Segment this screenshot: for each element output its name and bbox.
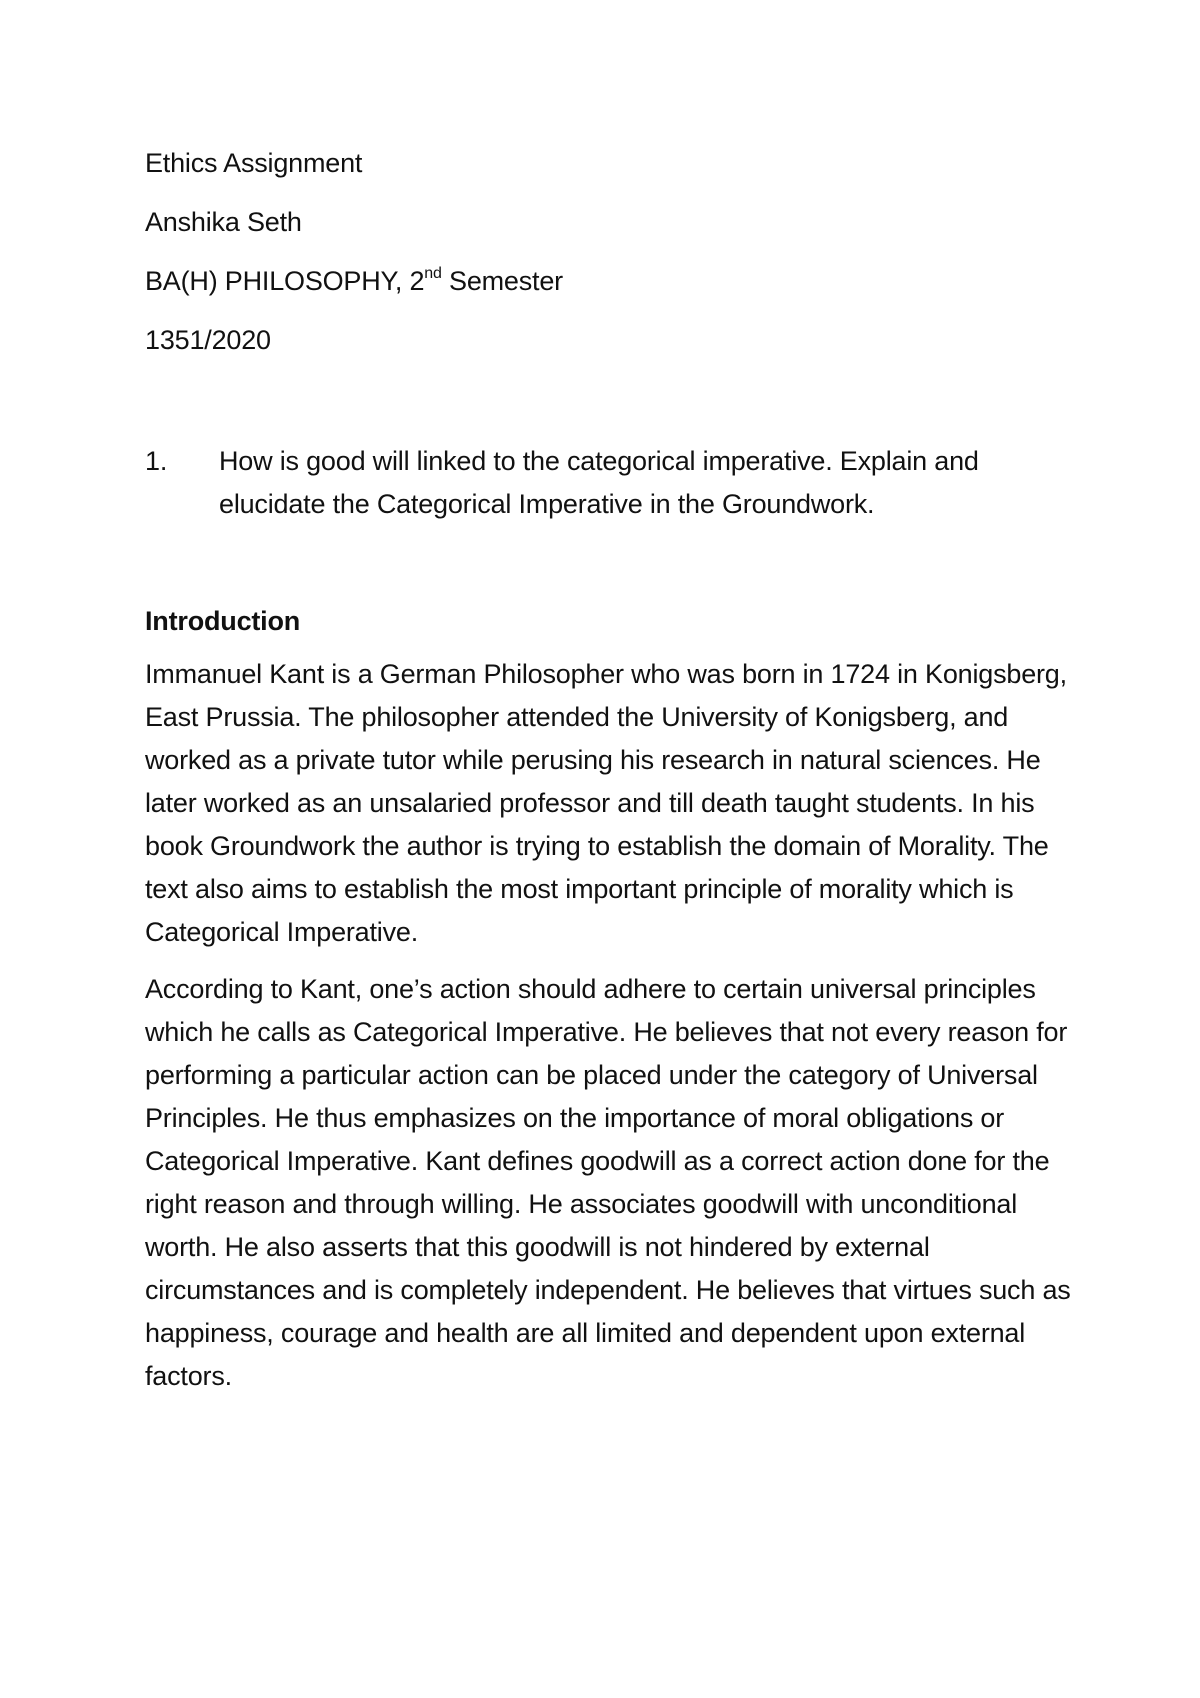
course-suffix: Semester bbox=[441, 266, 563, 296]
course-prefix: BA(H) PHILOSOPHY, 2 bbox=[145, 266, 425, 296]
question-number: 1. bbox=[145, 446, 168, 476]
paragraph: Immanuel Kant is a German Philosopher who was born in 1724 in Konigsberg, East Prussia. The philosopher attended the University of Konigsberg, and worked as a private tutor while perusing his research in natural sciences. He later worked as an unsalaried professor and till death taught students. In his book Groundwork the author is trying to establish the domain of Morality. The text also aims to establish the most important principle of morality which is Categorical Imperative. bbox=[145, 659, 1067, 947]
roll-number: 1351/2020 bbox=[145, 325, 271, 355]
question-text: How is good will linked to the categorical imperative. Explain and elucidate the Categorical Imperative in the Groundwork. bbox=[219, 446, 979, 519]
author-name: Anshika Seth bbox=[145, 207, 302, 237]
document-body bbox=[145, 142, 1075, 1412]
question-item bbox=[145, 440, 1075, 526]
section-heading: Introduction bbox=[145, 606, 301, 636]
paragraph: According to Kant, one’s action should adhere to certain universal principles which he calls as Categorical Imperative. He believes that not every reason for performing a particular action can be placed under the category of Universal Principles. He thus emphasizes on the importance of moral obligations or Categorical Imperative. Kant defines goodwill as a correct action done for the right reason and through willing. He associates goodwill with unconditional worth. He also asserts that this goodwill is not hindered by external circumstances and is completely independent. He believes that virtues such as happiness, courage and health are all limited and dependent upon external factors. bbox=[145, 974, 1071, 1391]
course-superscript: nd bbox=[424, 265, 442, 282]
course-line bbox=[145, 260, 1075, 303]
assignment-title: Ethics Assignment bbox=[145, 148, 363, 178]
question-list bbox=[145, 440, 1075, 526]
